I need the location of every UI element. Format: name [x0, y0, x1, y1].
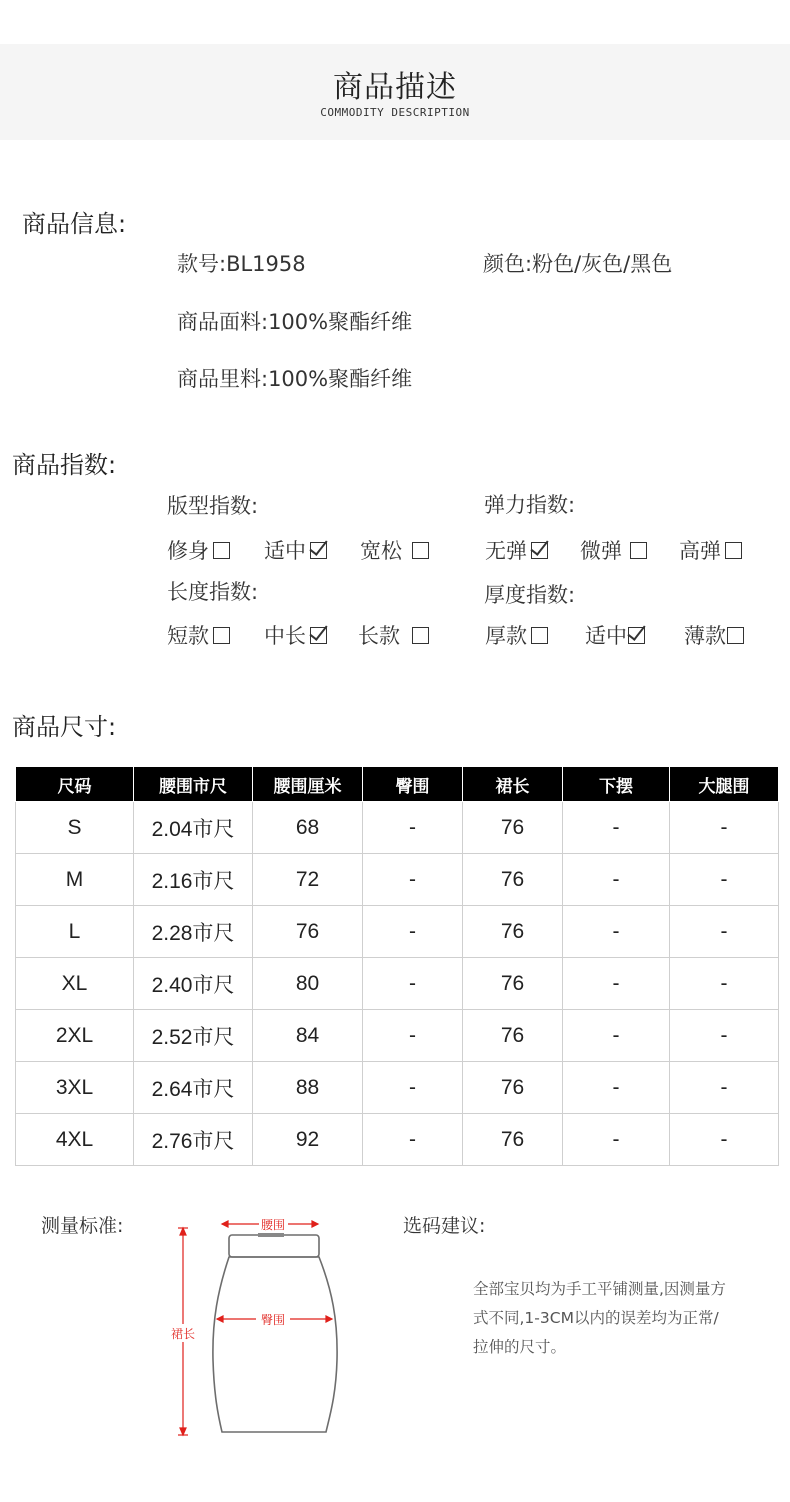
waist-tag	[258, 1233, 284, 1237]
cell-hip: -	[363, 1062, 463, 1114]
option-stretch-high: 高弹	[679, 535, 742, 565]
col-header-waist-cm: 腰围厘米	[253, 767, 363, 802]
advice-line: 式不同,1-3CM以内的误差均为正常/	[473, 1309, 719, 1327]
fabric-info: 商品面料:100%聚酯纤维	[177, 310, 413, 334]
col-header-thigh: 大腿围	[670, 767, 779, 802]
cell-waist-shichi: 2.28市尺	[134, 906, 253, 958]
checkbox-icon	[213, 627, 230, 644]
cell-hip: -	[363, 906, 463, 958]
size-heading: 商品尺寸:	[12, 713, 117, 741]
table-row	[16, 802, 779, 854]
cell-waist-cm: 88	[253, 1062, 363, 1114]
option-fit-loose: 宽松	[360, 535, 429, 565]
cell-size: S	[16, 802, 134, 854]
checkbox-icon	[213, 542, 230, 559]
col-header-skirt-length: 裙长	[463, 767, 563, 802]
cell-waist-cm: 84	[253, 1010, 363, 1062]
lining-info: 商品里料:100%聚酯纤维	[177, 367, 413, 391]
cell-waist-cm: 80	[253, 958, 363, 1010]
table-row	[16, 906, 779, 958]
cell-size: 2XL	[16, 1010, 134, 1062]
checkbox-checked-icon	[310, 542, 327, 559]
cell-hip: -	[363, 1114, 463, 1166]
cell-waist-shichi: 2.52市尺	[134, 1010, 253, 1062]
cell-size: M	[16, 854, 134, 906]
option-length-long: 长款	[358, 620, 429, 650]
cell-size: L	[16, 906, 134, 958]
checkbox-icon	[531, 627, 548, 644]
page-title: 商品描述	[333, 70, 457, 105]
checkbox-checked-icon	[628, 627, 645, 644]
skirt-outline	[213, 1235, 337, 1432]
table-row	[16, 854, 779, 906]
waist-label: 腰围	[260, 1218, 286, 1232]
col-header-hem: 下摆	[563, 767, 670, 802]
cell-thigh: -	[670, 906, 779, 958]
col-header-waist-shichi: 腰围市尺	[134, 767, 253, 802]
cell-skirt-length: 76	[463, 802, 563, 854]
cell-size: 3XL	[16, 1062, 134, 1114]
cell-hip: -	[363, 854, 463, 906]
advice-text	[473, 1275, 773, 1362]
checkbox-checked-icon	[531, 542, 548, 559]
advice-heading: 选码建议:	[403, 1215, 486, 1237]
fit-index-title: 版型指数:	[167, 494, 259, 518]
stretch-index-title: 弹力指数:	[484, 493, 576, 517]
cell-waist-cm: 72	[253, 854, 363, 906]
option-stretch-none: 无弹	[485, 535, 548, 565]
cell-waist-cm: 92	[253, 1114, 363, 1166]
option-thick-regular: 适中	[585, 620, 645, 650]
cell-hem: -	[563, 802, 670, 854]
measure-heading: 测量标准:	[41, 1215, 124, 1237]
checkbox-icon	[725, 542, 742, 559]
cell-waist-shichi: 2.04市尺	[134, 802, 253, 854]
checkbox-icon	[630, 542, 647, 559]
cell-hip: -	[363, 802, 463, 854]
hip-label: 臀围	[260, 1313, 286, 1327]
cell-waist-cm: 68	[253, 802, 363, 854]
cell-waist-shichi: 2.76市尺	[134, 1114, 253, 1166]
cell-thigh: -	[670, 1010, 779, 1062]
cell-hem: -	[563, 1010, 670, 1062]
info-heading: 商品信息:	[22, 210, 127, 238]
size-table	[15, 766, 779, 1166]
length-label: 裙长	[170, 1327, 196, 1341]
option-length-short: 短款	[167, 620, 230, 650]
cell-hem: -	[563, 958, 670, 1010]
indices-heading: 商品指数:	[12, 451, 117, 479]
option-thick-thick: 厚款	[485, 620, 548, 650]
cell-hem: -	[563, 906, 670, 958]
cell-size: XL	[16, 958, 134, 1010]
cell-skirt-length: 76	[463, 854, 563, 906]
table-row	[16, 1010, 779, 1062]
cell-waist-shichi: 2.16市尺	[134, 854, 253, 906]
advice-line: 全部宝贝均为手工平铺测量,因测量方	[473, 1280, 726, 1298]
table-header-row	[16, 767, 779, 802]
cell-skirt-length: 76	[463, 1010, 563, 1062]
checkbox-checked-icon	[310, 627, 327, 644]
cell-waist-shichi: 2.40市尺	[134, 958, 253, 1010]
checkbox-icon	[727, 627, 744, 644]
cell-thigh: -	[670, 802, 779, 854]
checkbox-icon	[412, 627, 429, 644]
col-header-size: 尺码	[16, 767, 134, 802]
cell-hip: -	[363, 958, 463, 1010]
cell-hip: -	[363, 1010, 463, 1062]
cell-thigh: -	[670, 854, 779, 906]
cell-hem: -	[563, 1062, 670, 1114]
thickness-index-title: 厚度指数:	[484, 583, 576, 607]
page-subtitle: COMMODITY DESCRIPTION	[320, 106, 470, 119]
cell-skirt-length: 76	[463, 906, 563, 958]
skirt-diagram	[160, 1210, 350, 1445]
cell-size: 4XL	[16, 1114, 134, 1166]
cell-skirt-length: 76	[463, 1062, 563, 1114]
checkbox-icon	[412, 542, 429, 559]
cell-thigh: -	[670, 1062, 779, 1114]
size-table-body	[16, 802, 779, 1166]
option-fit-regular: 适中	[264, 535, 327, 565]
cell-skirt-length: 76	[463, 958, 563, 1010]
color-info: 颜色:粉色/灰色/黑色	[483, 252, 673, 276]
cell-waist-cm: 76	[253, 906, 363, 958]
option-fit-slim: 修身	[167, 535, 230, 565]
cell-thigh: -	[670, 958, 779, 1010]
col-header-hip: 臀围	[363, 767, 463, 802]
advice-line: 拉伸的尺寸。	[473, 1338, 567, 1356]
length-index-title: 长度指数:	[167, 580, 259, 604]
table-row	[16, 1114, 779, 1166]
cell-waist-shichi: 2.64市尺	[134, 1062, 253, 1114]
option-length-mid: 中长	[264, 620, 327, 650]
style-number: 款号:BL1958	[177, 252, 306, 276]
cell-thigh: -	[670, 1114, 779, 1166]
option-thick-thin: 薄款	[684, 620, 744, 650]
table-row	[16, 1062, 779, 1114]
cell-hem: -	[563, 854, 670, 906]
option-stretch-slight: 微弹	[580, 535, 647, 565]
cell-skirt-length: 76	[463, 1114, 563, 1166]
table-row	[16, 958, 779, 1010]
cell-hem: -	[563, 1114, 670, 1166]
